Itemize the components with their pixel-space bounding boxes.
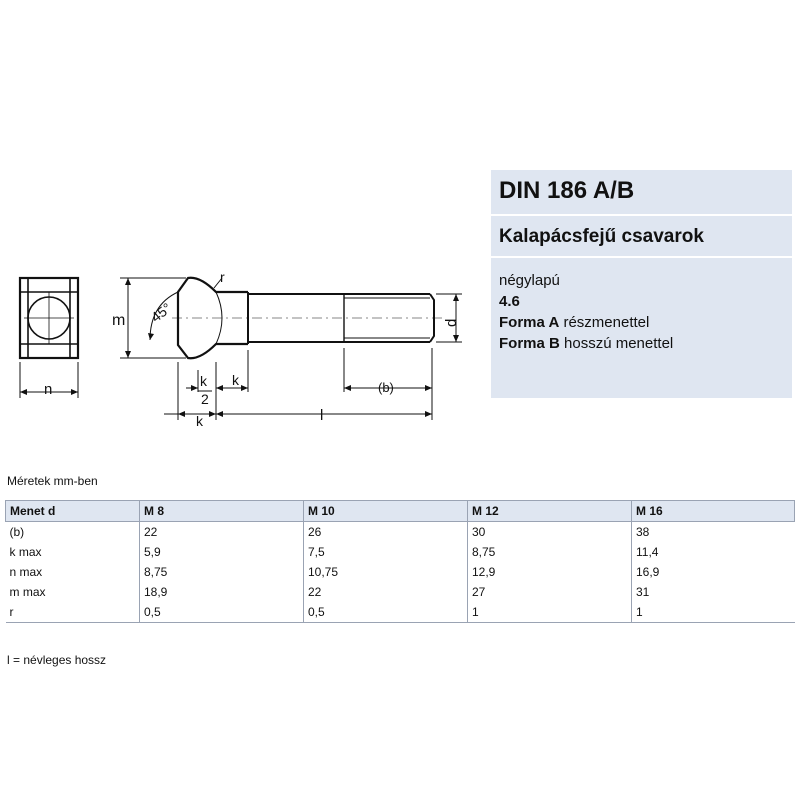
row-label: k max [9, 545, 42, 559]
form-a-line [499, 312, 673, 333]
product-info-panel [491, 170, 792, 398]
panel-title-row [491, 170, 792, 216]
dim-label-k-bottom: k [196, 413, 203, 429]
table-cell: 22 [304, 582, 468, 602]
col-header: M 16 [632, 501, 795, 522]
table-cell: 30 [468, 522, 632, 543]
form-a-label: Forma A [499, 314, 560, 331]
bolt-side-view [172, 278, 446, 358]
unit-note: Méretek mm-ben [7, 474, 98, 488]
table-cell: 7,5 [304, 542, 468, 562]
head-shape: négylapú [499, 272, 560, 289]
dim-l [216, 411, 432, 417]
table-cell: 1 [632, 602, 795, 623]
table-cell: 1 [468, 602, 632, 623]
table-cell: 10,75 [304, 562, 468, 582]
dim-label-b: (b) [378, 380, 394, 395]
table-cell: 8,75 [468, 542, 632, 562]
form-a-desc: részmenettel [559, 314, 650, 331]
row-label: m max [9, 585, 46, 599]
table-cell: 38 [632, 522, 795, 543]
panel-subtitle-row [491, 216, 792, 258]
col-header: M 8 [140, 501, 304, 522]
table-cell: 31 [632, 582, 795, 602]
strength-grade: 4.6 [499, 293, 520, 310]
dim-label-k-half-denominator: 2 [201, 391, 209, 407]
dim-label-l: l [320, 407, 324, 424]
form-b-line [499, 333, 673, 354]
col-header: Menet d [6, 501, 140, 522]
table-cell: 27 [468, 582, 632, 602]
dim-label-k-half: k [200, 373, 207, 389]
col-header: M 10 [304, 501, 468, 522]
table-cell: 22 [140, 522, 304, 543]
table-cell: 8,75 [140, 562, 304, 582]
dim-label-m: m [112, 312, 126, 329]
table-cell: 0,5 [304, 602, 468, 623]
table-row [6, 522, 795, 543]
table-cell: 16,9 [632, 562, 795, 582]
dimension-table [5, 500, 795, 623]
row-label: n max [9, 565, 43, 579]
dim-label-d: d [443, 318, 460, 327]
table-cell: 11,4 [632, 542, 795, 562]
footnote: l = névleges hossz [7, 653, 107, 667]
form-b-desc: hosszú menettel [559, 335, 674, 352]
form-b-label: Forma B [499, 335, 560, 352]
table-cell: 26 [304, 522, 468, 543]
table-row [6, 542, 795, 562]
standard-title: DIN 186 A/B [499, 177, 635, 204]
head-end-view [20, 278, 78, 398]
table-cell: 12,9 [468, 562, 632, 582]
row-label: r [6, 602, 140, 623]
table-header-row [6, 501, 795, 522]
table-cell: 0,5 [140, 602, 304, 623]
product-name: Kalapácsfejű csavarok [499, 226, 704, 247]
row-label: (b) [9, 525, 25, 539]
table-row [6, 602, 795, 623]
product-properties [499, 270, 673, 354]
dim-label-45: 45° [147, 299, 175, 326]
dim-label-n: n [44, 381, 53, 398]
table-row [6, 562, 795, 582]
bolt-technical-drawing [0, 250, 480, 440]
dim-label-k-right: k [232, 372, 239, 388]
dim-label-r: r [220, 269, 225, 285]
table-row [6, 582, 795, 602]
col-header: M 12 [468, 501, 632, 522]
table-cell: 5,9 [140, 542, 304, 562]
table-cell: 18,9 [140, 582, 304, 602]
